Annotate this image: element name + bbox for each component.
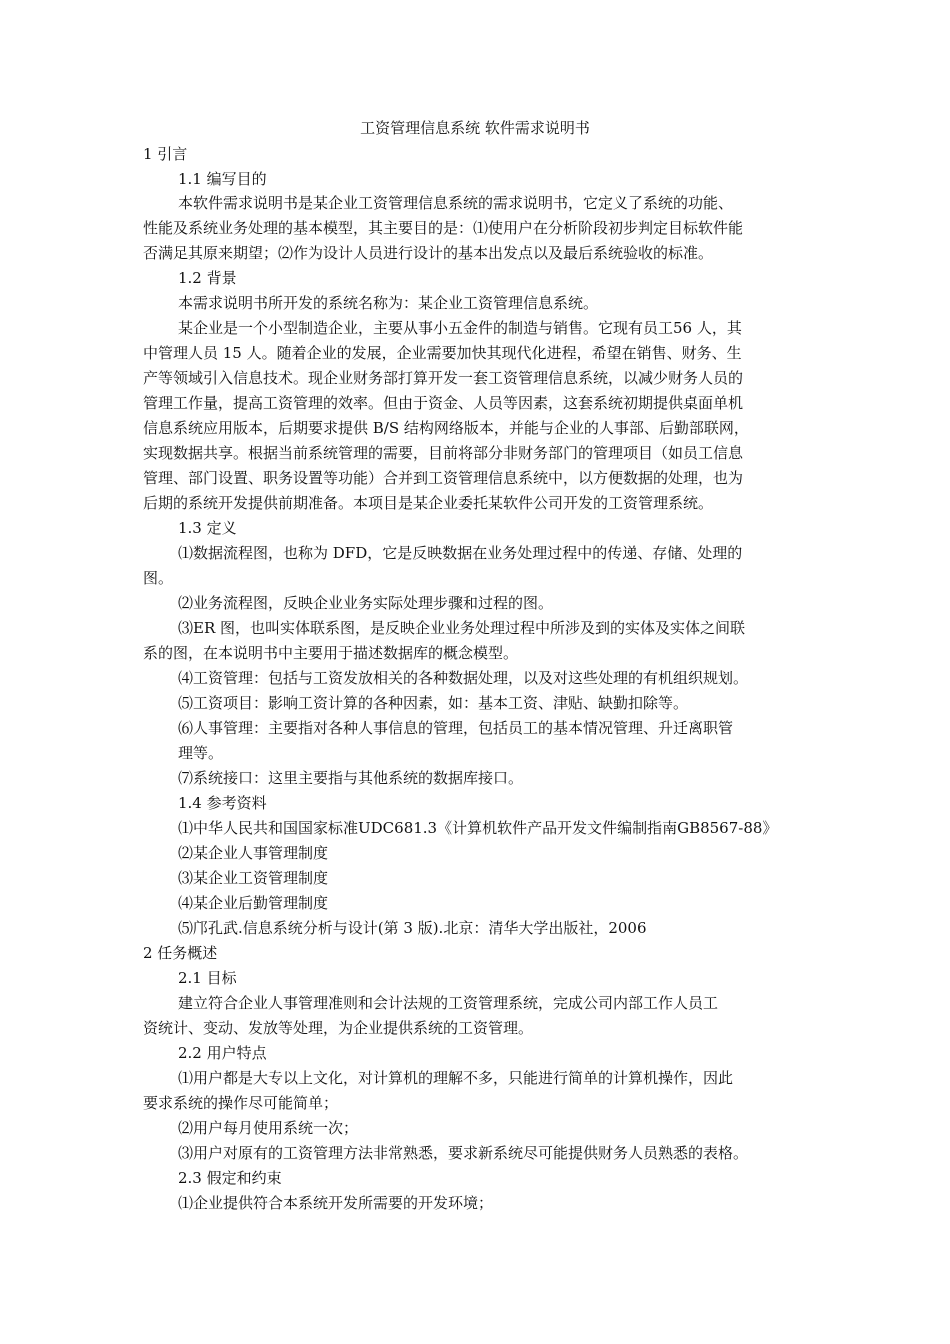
subsection-heading: 1.3 定义 <box>178 519 237 537</box>
section-heading: 2 任务概述 <box>143 944 218 962</box>
paragraph-line: 性能及系统业务处理的基本模型，其主要目的是：⑴使用户在分析阶段初步判定目标软件能 <box>143 219 744 237</box>
subsection-heading: 2.2 用户特点 <box>178 1044 267 1062</box>
user-trait-line: 要求系统的操作尽可能简单； <box>143 1094 339 1112</box>
definition-line: 理等。 <box>178 744 224 762</box>
user-trait-line: ⑶用户对原有的工资管理方法非常熟悉，要求新系统尽可能提供财务人员熟悉的表格。 <box>178 1144 749 1162</box>
paragraph-line: 建立符合企业人事管理准则和会计法规的工资管理系统，完成公司内部工作人员工 <box>178 994 719 1012</box>
document-title: 工资管理信息系统 软件需求说明书 <box>360 119 590 137</box>
definition-line: 系的图，在本说明书中主要用于描述数据库的概念模型。 <box>143 644 519 662</box>
paragraph-line: 产等领域引入信息技术。现企业财务部打算开发一套工资管理信息系统，以减少财务人员的 <box>143 369 744 387</box>
definition-line: ⑶ER 图，也叫实体联系图，是反映企业业务处理过程中所涉及到的实体及实体之间联 <box>178 619 746 637</box>
paragraph-line: 管理工作量，提高工资管理的效率。但由于资金、人员等因素，这套系统初期提供桌面单机 <box>143 394 744 412</box>
user-trait-line: ⑵用户每月使用系统一次； <box>178 1119 359 1137</box>
reference-item: ⑵某企业人事管理制度 <box>178 844 329 862</box>
paragraph-line: 否满足其原来期望；⑵作为设计人员进行设计的基本出发点以及最后系统验收的标准。 <box>143 244 714 262</box>
reference-item: ⑴中华人民共和国国家标准UDC681.3《计算机软件产品开发文件编制指南GB8567-88》 <box>178 819 778 837</box>
definition-line: ⑷工资管理：包括与工资发放相关的各种数据处理，以及对这些处理的有机组织规划。 <box>178 669 749 687</box>
paragraph-line: 管理、部门设置、职务设置等功能）合并到工资管理信息系统中，以方便数据的处理，也为 <box>143 469 744 487</box>
definition-line: ⑵业务流程图，反映企业业务实际处理步骤和过程的图。 <box>178 594 554 612</box>
definition-line: ⑹人事管理：主要指对各种人事信息的管理，包括员工的基本情况管理、升迁离职管 <box>178 719 734 737</box>
definition-line: 图。 <box>143 569 174 587</box>
paragraph-line: 本需求说明书所开发的系统名称为：某企业工资管理信息系统。 <box>178 294 599 312</box>
paragraph-line: 资统计、变动、发放等处理，为企业提供系统的工资管理。 <box>143 1019 534 1037</box>
section-heading: 1 引言 <box>143 145 188 163</box>
paragraph-line: 信息系统应用版本，后期要求提供 B/S 结构网络版本，并能与企业的人事部、后勤部联网， <box>143 419 749 437</box>
definition-line: ⑺系统接口：这里主要指与其他系统的数据库接口。 <box>178 769 524 787</box>
subsection-heading: 1.1 编写目的 <box>178 170 267 188</box>
reference-item: ⑶某企业工资管理制度 <box>178 869 329 887</box>
user-trait-line: ⑴用户都是大专以上文化，对计算机的理解不多，只能进行简单的计算机操作，因此 <box>178 1069 734 1087</box>
reference-item: ⑷某企业后勤管理制度 <box>178 894 329 912</box>
definition-line: ⑸工资项目：影响工资计算的各种因素，如：基本工资、津贴、缺勤扣除等。 <box>178 694 689 712</box>
subsection-heading: 1.4 参考资料 <box>178 794 267 812</box>
paragraph-line: 后期的系统开发提供前期准备。本项目是某企业委托某软件公司开发的工资管理系统。 <box>143 494 714 512</box>
paragraph-line: 本软件需求说明书是某企业工资管理信息系统的需求说明书，它定义了系统的功能、 <box>178 194 734 212</box>
paragraph-line: 某企业是一个小型制造企业，主要从事小五金件的制造与销售。它现有员工56 人，其 <box>178 319 742 337</box>
subsection-heading: 2.1 目标 <box>178 969 237 987</box>
definition-line: ⑴数据流程图，也称为 DFD，它是反映数据在业务处理过程中的传递、存储、处理的 <box>178 544 743 562</box>
subsection-heading: 2.3 假定和约束 <box>178 1169 282 1187</box>
constraint-line: ⑴企业提供符合本系统开发所需要的开发环境； <box>178 1194 494 1212</box>
paragraph-line: 实现数据共享。根据当前系统管理的需要，目前将部分非财务部门的管理项目（如员工信息 <box>143 444 744 462</box>
subsection-heading: 1.2 背景 <box>178 269 237 287</box>
reference-item: ⑸邝孔武.信息系统分析与设计(第 3 版).北京：清华大学出版社，2006 <box>178 919 647 937</box>
paragraph-line: 中管理人员 15 人。随着企业的发展，企业需要加快其现代化进程，希望在销售、财务、生 <box>143 344 742 362</box>
